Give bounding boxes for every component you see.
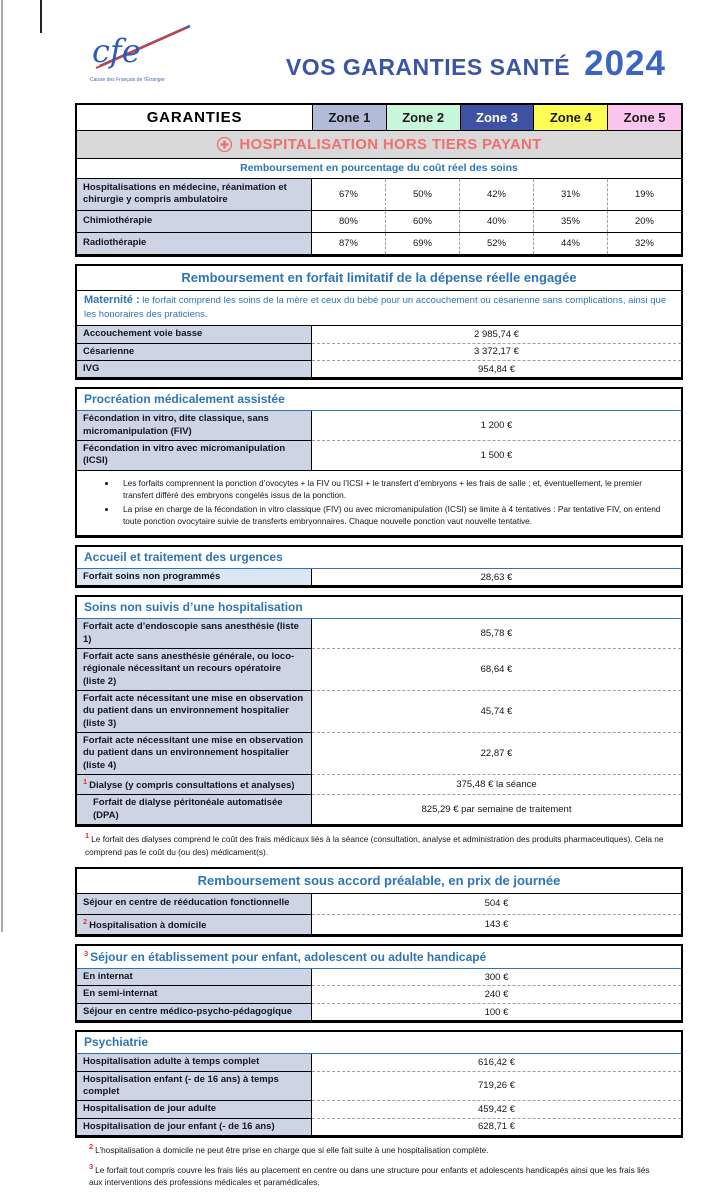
table-row (77, 440, 681, 470)
pma-note-item: • La prise en charge de la fécondation in vitro classique (FIV) ou avec micromanipulation (ICSI) se limite à 4 tentatives : Par tentative FIV, on entend toute ponction ovocytaire suivie de transferts embryonnaires. Chaque nouvelle ponction vaut nouvelle tentative. (117, 503, 667, 527)
row-value: 300 € (484, 971, 509, 983)
zone-5-value: 20% (607, 211, 681, 232)
row-label: Forfait de dialyse péritonéale automatisée (DPA) (77, 794, 312, 824)
row-label: Fécondation in vitro avec micromanipulation (ICSI) (77, 440, 312, 470)
row-value: 100 € (312, 1003, 681, 1020)
cfe-logo-icon (86, 20, 204, 78)
maternite-text: le forfait comprend les soins de la mère et ceux du bébé pour un accouchement ou césarienne sans complications, ainsi que les honoraires des praticiens. (84, 294, 667, 321)
page-title: VOS GARANTIES SANTÉ (285, 54, 571, 80)
table-row (77, 648, 681, 690)
row-label: $^2$ Hospitalisation à domicile (77, 914, 312, 935)
zone-4-value: 44% (533, 233, 607, 254)
pma-notes (77, 470, 681, 535)
page-edge-line (1, 0, 3, 932)
row-label: Forfait acte nécessitant une mise en observation du patient dans un environnement hospitalier (liste 4) (77, 732, 312, 774)
zone-2-header: Zone 2 (386, 105, 460, 130)
row-value: 616,42 € (478, 1056, 515, 1068)
zone-1-header: Zone 1 (312, 105, 386, 130)
bottom-footnotes (89, 1141, 683, 1189)
percent-subheader: Remboursement en pourcentage du coût réel des soins (240, 162, 518, 174)
section-header: Remboursement sous accord préalable, en prix de journée (77, 869, 681, 894)
soins-table (75, 595, 683, 827)
row-label: IVG (77, 360, 312, 377)
zone-2-value: 69% (385, 233, 459, 254)
table-row (77, 985, 681, 1002)
section-header: Remboursement en forfait limitatif de la dépense réelle engagée (77, 266, 681, 291)
table-row (77, 411, 681, 440)
table-row (77, 1054, 681, 1070)
row-value: 459,42 € (312, 1100, 681, 1117)
zone-4-header: Zone 4 (533, 105, 607, 130)
pma-table (75, 387, 683, 537)
table-row (77, 569, 681, 585)
table-row (77, 325, 681, 342)
zone-2-value: 60% (385, 211, 459, 232)
footnote-2: $^2$ L’hospitalisation à domicile ne peut être prise en charge que si elle fait suite à une hospitalisation complète. (89, 1141, 489, 1155)
row-value: 825,29 € par semaine de traitement (312, 794, 681, 824)
footnote-marker: 3 (89, 1161, 94, 1171)
table-row (77, 690, 681, 732)
row-label: Radiothérapie (77, 233, 312, 254)
zone-4-value: 31% (533, 179, 607, 210)
row-label: Forfait soins non programmés (77, 569, 312, 585)
zone-3-value: 52% (459, 233, 533, 254)
row-label: Forfait acte d’endoscopie sans anesthésie (liste 1) (77, 619, 312, 648)
row-label: Hospitalisations en médecine, réanimation et chirurgie y compris ambulatoire (77, 179, 312, 210)
table-row (77, 1003, 681, 1020)
table-row (77, 1071, 681, 1101)
table-row (77, 914, 681, 935)
forfait-limitatif-table (75, 264, 683, 381)
row-value: 2 985,74 € (312, 325, 681, 342)
footnote-marker: 1 (83, 776, 88, 786)
row-label: Hospitalisation de jour adulte (77, 1100, 312, 1117)
zone-3-value: 42% (459, 179, 533, 210)
section-header: Procréation médicalement assistée (77, 389, 681, 411)
table-row (77, 894, 681, 914)
row-label: Fécondation in vitro, dite classique, sans micromanipulation (FIV) (77, 411, 312, 440)
section-header: Psychiatrie (77, 1032, 681, 1054)
table-row (77, 969, 681, 985)
hospitalisation-section-header (77, 130, 681, 159)
zones-header-row (77, 105, 681, 130)
accord-table (75, 867, 683, 938)
main-garanties-table (75, 103, 683, 257)
section-header: Accueil et traitement des urgences (77, 547, 681, 569)
table-row (77, 178, 681, 210)
footnote-marker: 1 (85, 831, 90, 841)
table-row (77, 619, 681, 648)
table-row (77, 343, 681, 360)
row-value: 22,87 € (312, 732, 681, 774)
table-row (77, 210, 681, 232)
row-value: 45,74 € (312, 690, 681, 732)
table-row (77, 232, 681, 254)
logo-tagline: Caisse des Français de l’Étranger (90, 77, 166, 83)
corner-mark (40, 0, 42, 33)
zone-3-value: 40% (459, 211, 533, 232)
row-label: Séjour en centre médico-psycho-pédagogique (77, 1003, 312, 1020)
row-value: 1 500 € (312, 440, 681, 470)
row-value: 1 200 € (480, 420, 513, 432)
zone-3-header: Zone 3 (460, 105, 534, 130)
zone-1-value: 67% (338, 188, 358, 200)
garanties-header: GARANTIES (146, 109, 243, 126)
urgences-table (75, 545, 683, 588)
table-row (77, 1118, 681, 1135)
handicap-table (75, 944, 683, 1023)
row-value: 28,63 € (480, 571, 513, 583)
footnote-marker: 2 (89, 1141, 94, 1151)
zone-5-value: 19% (607, 179, 681, 210)
row-label: En internat (77, 969, 312, 985)
row-label: Séjour en centre de rééducation fonctionnelle (77, 894, 312, 914)
zone-2-value: 50% (385, 179, 459, 210)
footnote-marker: 2 (83, 916, 88, 926)
row-label: Forfait acte sans anesthésie générale, ou loco-régionale nécessitant un recours opératoire (liste 2) (77, 648, 312, 690)
table-row (77, 774, 681, 795)
row-label: Hospitalisation adulte à temps complet (77, 1054, 312, 1070)
zone-1-value: 80% (338, 215, 358, 227)
medical-cross-icon (216, 136, 233, 153)
row-value: 68,64 € (312, 648, 681, 690)
svg-text:cfe: cfe (92, 32, 141, 70)
hospitalisation-title: HOSPITALISATION HORS TIERS PAYANT (239, 136, 542, 153)
footnote-marker: 3 (84, 949, 89, 959)
footnote-3: $^3$ Le forfait tout compris couvre les frais liés au placement en centre ou dans une structure pour enfants et adolescents handicapés ainsi que les frais liés aux interventions des professions médicales et paramédicales. (89, 1161, 650, 1188)
table-row (77, 794, 681, 824)
footnote-1: $^1$ Le forfait des dialyses comprend le coût des frais médicaux liés à la séance (consultation, analyse et administration des produits pharmaceutiques). Cela ne comprend pas le coût du (ou des) médicament(s). (85, 831, 664, 857)
table-row (77, 360, 681, 377)
row-label: En semi-internat (77, 985, 312, 1002)
row-value: 143 € (312, 914, 681, 935)
title-block (286, 44, 666, 84)
row-value: 3 372,17 € (312, 343, 681, 360)
section-header: $^3$ Séjour en établissement pour enfant, adolescent ou adulte handicapé (77, 946, 681, 969)
maternite-note (77, 291, 681, 326)
row-label: Forfait acte nécessitant une mise en observation du patient dans un environnement hospitalier (liste 3) (77, 690, 312, 732)
page-year: 2024 (584, 44, 666, 83)
zone-4-value: 35% (533, 211, 607, 232)
row-label: $^1$ Dialyse (y compris consultations et analyses) (77, 774, 312, 795)
row-value: 954,84 € (312, 360, 681, 377)
zone-1-value: 87% (338, 237, 358, 249)
table-row (77, 732, 681, 774)
tables-container (75, 103, 683, 1193)
zone-5-header: Zone 5 (607, 105, 681, 130)
row-label: Césarienne (77, 343, 312, 360)
row-value: 719,26 € (312, 1071, 681, 1101)
row-value: 375,48 € la séance (312, 774, 681, 795)
maternite-label: Maternité : (84, 293, 140, 306)
table-row (77, 1100, 681, 1117)
row-value: 85,78 € (480, 628, 513, 640)
row-label: Hospitalisation de jour enfant (- de 16 ans) (77, 1118, 312, 1135)
document-header (86, 20, 666, 84)
section-header: Soins non suivis d’une hospitalisation (77, 597, 681, 619)
row-value: 628,71 € (312, 1118, 681, 1135)
zone-5-value: 32% (607, 233, 681, 254)
row-value: 504 € (484, 898, 509, 910)
row-label: Accouchement voie basse (77, 325, 312, 342)
psychiatrie-table (75, 1030, 683, 1138)
cfe-logo (86, 20, 206, 83)
row-label: Chimiothérapie (77, 211, 312, 232)
row-value: 240 € (312, 985, 681, 1002)
pma-note-item: • Les forfaits comprennent la ponction d’ovocytes + la FIV ou l’ICSI + le transfert d’embryons + les frais de salle ; et, éventuellement, le premier transfert différé des embryons congelés issus de la ponction. (117, 477, 667, 501)
row-label: Hospitalisation enfant (- de 16 ans) à temps complet (77, 1071, 312, 1101)
